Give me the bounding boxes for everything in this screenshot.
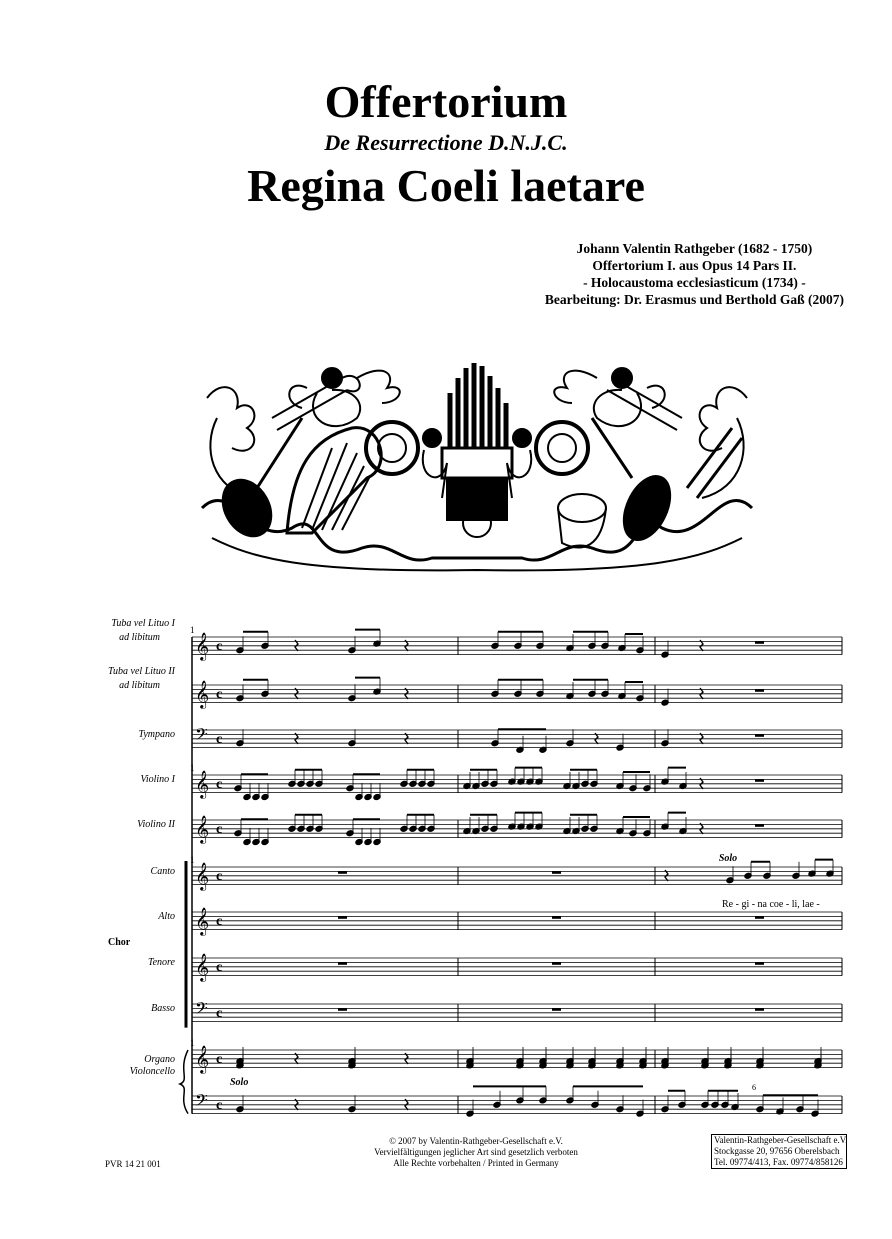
work-title: Regina Coeli laetare	[247, 160, 645, 211]
time-signature: c	[216, 777, 223, 792]
treble-clef-icon: 𝄞	[195, 907, 210, 935]
instrument-label: Tympano	[138, 729, 175, 740]
page-subtitle: De Resurrectione D.N.J.C.	[324, 130, 568, 155]
treble-clef-icon: 𝄞	[195, 862, 210, 890]
instrument-label: Violino I	[140, 774, 175, 785]
instrument-label: Tenore	[147, 957, 175, 968]
bass-clef-icon: 𝄢	[195, 1090, 208, 1114]
measure-number: 1	[190, 1038, 195, 1048]
organ-brace	[180, 1050, 188, 1114]
whole-rest	[755, 824, 764, 826]
canto-solo-marking: Solo	[718, 853, 738, 864]
publisher-name: Valentin-Rathgeber-Gesellschaft e.V.	[714, 1135, 848, 1145]
whole-rest	[552, 1008, 561, 1010]
time-signature: c	[216, 687, 223, 702]
whole-rest	[338, 1008, 347, 1010]
treble-clef-icon: 𝄞	[195, 680, 210, 708]
treble-clef-icon: 𝄞	[195, 770, 210, 798]
copyright-line: © 2007 by Valentin-Rathgeber-Gesellschaft e.V.	[389, 1136, 563, 1146]
credits-block	[545, 240, 844, 308]
organ-solo-marking: Solo	[230, 1077, 249, 1088]
whole-rest	[338, 871, 347, 873]
whole-rest	[755, 779, 764, 781]
lyrics-line: Re - gi - na coe - li, lae -	[722, 899, 820, 910]
instrument-label: Tuba vel Lituo II	[108, 666, 175, 677]
whole-rest	[755, 962, 764, 964]
instrument-label: Organo	[144, 1054, 175, 1065]
measure-number: 1	[190, 625, 195, 635]
copyright-block	[326, 1136, 626, 1169]
bass-clef-icon: 𝄢	[195, 998, 208, 1022]
treble-clef-icon: 𝄞	[195, 953, 210, 981]
time-signature: c	[216, 732, 223, 747]
source-line: Offertorium I. aus Opus 14 Pars II.	[592, 258, 797, 273]
bass-clef-icon: 𝄢	[195, 724, 208, 748]
instrument-label: Tuba vel Lituo I	[111, 618, 175, 629]
whole-rest	[338, 916, 347, 918]
instrument-label: Violoncello	[129, 1066, 175, 1077]
publisher-box	[711, 1134, 847, 1169]
whole-rest	[338, 962, 347, 964]
treble-clef-icon: 𝄞	[195, 815, 210, 843]
rights-line-1: Vervielfältigungen jeglicher Art sind gesetzlich verboten	[374, 1147, 578, 1157]
publisher-address: Stockgasse 20, 97656 Oberelsbach	[714, 1146, 840, 1156]
arrangement-line: Bearbeitung: Dr. Erasmus und Berthold Gaß (2007)	[544, 292, 844, 307]
collection-line: - Holocaustoma ecclesiasticum (1734) -	[583, 275, 806, 290]
instrument-label: Alto	[158, 911, 175, 922]
time-signature: c	[216, 1052, 223, 1067]
baroque-instruments-vignette-icon	[192, 358, 762, 576]
page-title: Offertorium	[324, 76, 568, 127]
instrument-label: ad libitum	[119, 680, 160, 691]
treble-clef-icon: 𝄞	[195, 1045, 210, 1073]
time-signature: c	[216, 822, 223, 837]
instrument-label: Violino II	[137, 819, 175, 830]
treble-clef-icon: 𝄞	[195, 632, 210, 660]
choir-group-label: Chor	[108, 937, 131, 948]
composer-line: Johann Valentin Rathgeber (1682 - 1750)	[576, 241, 813, 256]
whole-rest	[755, 689, 764, 691]
whole-rest	[755, 916, 764, 918]
time-signature: c	[216, 639, 223, 654]
music-score	[0, 612, 892, 1132]
time-signature: c	[216, 1006, 223, 1021]
time-signature: c	[216, 960, 223, 975]
measure-number: 1	[190, 855, 195, 865]
whole-rest	[755, 1008, 764, 1010]
time-signature: c	[216, 1098, 223, 1113]
whole-rest	[755, 641, 764, 643]
whole-rest	[552, 916, 561, 918]
whole-rest	[552, 962, 561, 964]
whole-rest	[755, 734, 764, 736]
measure-number: 1	[190, 763, 195, 773]
publisher-phone: Tel. 09774/413, Fax. 09774/858126	[714, 1157, 843, 1167]
instrument-label: Canto	[150, 866, 175, 877]
catalog-number: PVR 14 21 001	[105, 1159, 161, 1169]
instrument-label: Basso	[151, 1003, 175, 1014]
whole-rest	[552, 871, 561, 873]
rights-line-2: Alle Rechte vorbehalten / Printed in Germany	[393, 1158, 559, 1168]
instrument-label: ad libitum	[119, 632, 160, 643]
time-signature: c	[216, 869, 223, 884]
time-signature: c	[216, 914, 223, 929]
figured-bass-number: 6	[752, 1083, 756, 1092]
